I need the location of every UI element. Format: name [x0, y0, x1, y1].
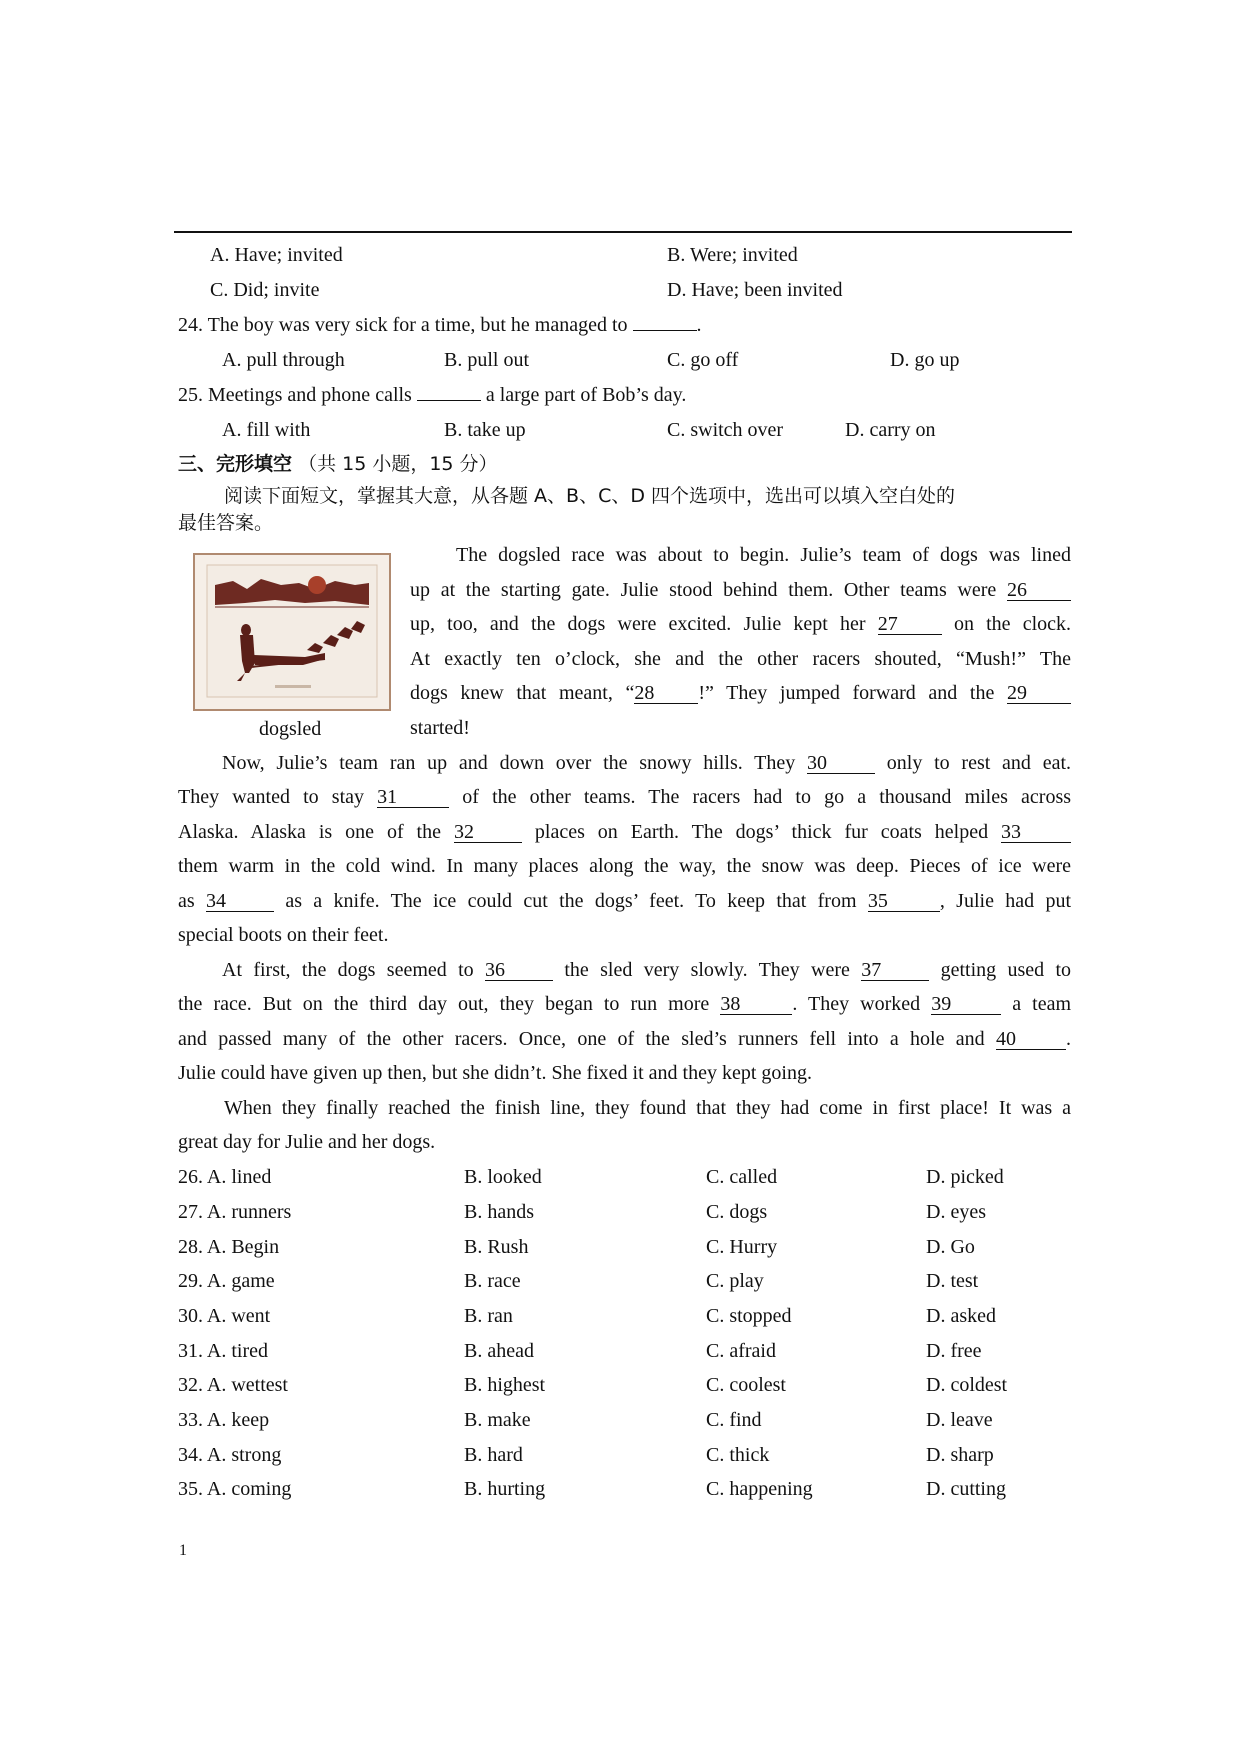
option-c: C. play [706, 1270, 764, 1292]
passage-line: up at the starting gate. Julie stood behind them. Other teams were 26 [410, 578, 1071, 602]
blank-37: 37 [861, 960, 929, 981]
option-c: C. find [706, 1409, 762, 1431]
q25-option-c: C. switch over [667, 419, 784, 441]
q23-option-c: C. Did; invite [210, 279, 320, 301]
passage-line: up, too, and the dogs were excited. Julie kept her 27 on the clock. [410, 613, 1072, 635]
passage-line: Julie could have given up then, but she didn’t. She fixed it and they kept going. [178, 1062, 812, 1084]
option-a: 32. A. wettest [178, 1374, 288, 1396]
dogsled-illustration [193, 553, 391, 711]
blank-33: 33 [1001, 822, 1071, 843]
option-a: 34. A. strong [178, 1444, 282, 1466]
passage-line: them warm in the cold wind. In many places along the way, the snow was deep. Pieces of ice were [178, 855, 1071, 877]
option-c: C. happening [706, 1478, 813, 1500]
q25-option-b: B. take up [444, 419, 526, 441]
option-a: 27. A. runners [178, 1201, 292, 1223]
passage-line: and passed many of the other racers. Once, one of the sled’s runners fell into a hole and 40 . [178, 1028, 1071, 1050]
option-a: 26. A. lined [178, 1166, 272, 1188]
q25-option-a: A. fill with [222, 419, 311, 441]
blank-40: 40 [996, 1029, 1066, 1050]
option-a: 28. A. Begin [178, 1236, 280, 1258]
blank-29: 29 [1007, 683, 1071, 704]
option-a: 35. A. coming [178, 1478, 292, 1500]
page-number: 1 [179, 1542, 187, 1559]
header-rule [174, 231, 1072, 233]
option-b: B. ran [464, 1305, 513, 1327]
passage-line: At exactly ten o’clock, she and the other racers shouted, “Mush!” The [410, 648, 1071, 670]
option-b: B. highest [464, 1374, 546, 1396]
option-d: D. sharp [926, 1444, 994, 1466]
blank-35: 35 [868, 891, 940, 912]
passage-line: The dogsled race was about to begin. Julie’s team of dogs was lined [456, 544, 1071, 566]
blank-28: 28 [634, 683, 698, 704]
passage-line: When they finally reached the finish line, they found that they had come in first place! It was a [224, 1097, 1071, 1119]
option-c: C. afraid [706, 1340, 776, 1362]
option-a: 31. A. tired [178, 1340, 268, 1362]
option-b: B. ahead [464, 1340, 534, 1362]
blank-39: 39 [931, 994, 1001, 1015]
passage-line: the race. But on the third day out, they began to run more 38 . They worked 39 a team [178, 993, 1072, 1015]
dogsled-picture [195, 555, 389, 709]
blank-38: 38 [720, 994, 792, 1015]
option-c: C. called [706, 1166, 778, 1188]
option-b: B. race [464, 1270, 521, 1292]
option-b: B. hard [464, 1444, 523, 1466]
option-d: D. Go [926, 1236, 975, 1258]
q24-option-c: C. go off [667, 349, 739, 371]
passage-line: Alaska. Alaska is one of the 32 places on Earth. The dogs’ thick fur coats helped 33 [178, 820, 1071, 844]
passage-line: They wanted to stay 31 of the other teams. The racers had to go a thousand miles across [178, 786, 1072, 808]
blank-36: 36 [485, 960, 553, 981]
q24-option-b: B. pull out [444, 349, 530, 371]
blank-34: 34 [206, 891, 274, 912]
option-a: 29. A. game [178, 1270, 275, 1292]
option-b: B. hands [464, 1201, 534, 1223]
q24-option-d: D. go up [890, 349, 960, 371]
answer-blank [633, 330, 697, 331]
section-heading: 三、完形填空 （共 15 小题，15 分） [178, 453, 498, 475]
option-a: 30. A. went [178, 1305, 271, 1327]
option-c: C. stopped [706, 1305, 792, 1327]
figure-caption: dogsled [259, 718, 322, 740]
option-d: D. asked [926, 1305, 996, 1327]
option-c: C. Hurry [706, 1236, 778, 1258]
passage-line: At first, the dogs seemed to 36 the sled very slowly. They were 37 getting used to [222, 959, 1072, 981]
blank-26: 26 [1007, 580, 1071, 601]
option-a: 33. A. keep [178, 1409, 270, 1431]
q23-option-a: A. Have; invited [210, 244, 343, 266]
passage-line: Now, Julie’s team ran up and down over the snowy hills. They 30 only to rest and eat. [222, 752, 1072, 774]
option-d: D. leave [926, 1409, 993, 1431]
option-c: C. coolest [706, 1374, 786, 1396]
option-b: B. make [464, 1409, 531, 1431]
option-c: C. thick [706, 1444, 770, 1466]
option-c: C. dogs [706, 1201, 768, 1223]
option-d: D. free [926, 1340, 982, 1362]
q23-option-d: D. Have; been invited [667, 279, 843, 301]
option-d: D. cutting [926, 1478, 1006, 1500]
passage-line: special boots on their feet. [178, 924, 389, 946]
blank-30: 30 [807, 753, 875, 774]
option-d: D. test [926, 1270, 979, 1292]
passage-line: started! [410, 717, 470, 739]
option-d: D. eyes [926, 1201, 986, 1223]
option-b: B. looked [464, 1166, 542, 1188]
blank-27: 27 [878, 614, 942, 635]
q23-option-b: B. Were; invited [667, 244, 798, 266]
q24-option-a: A. pull through [222, 349, 345, 371]
section-instruction-line1: 阅读下面短文，掌握其大意，从各题 A、B、C、D 四个选项中，选出可以填入空白处的 [224, 485, 956, 507]
option-b: B. hurting [464, 1478, 546, 1500]
passage-line: great day for Julie and her dogs. [178, 1131, 436, 1153]
option-d: D. coldest [926, 1374, 1008, 1396]
answer-blank [417, 400, 481, 401]
blank-31: 31 [377, 787, 449, 808]
passage-line: as 34 as a knife. The ice could cut the dogs’ feet. To keep that from 35 , Julie had put [178, 890, 1072, 912]
q24-stem: 24. The boy was very sick for a time, but he managed to . [178, 314, 702, 336]
q25-stem: 25. Meetings and phone calls a large part of Bob’s day. [178, 384, 687, 406]
blank-32: 32 [454, 822, 522, 843]
option-b: B. Rush [464, 1236, 529, 1258]
q25-option-d: D. carry on [845, 419, 936, 441]
passage-line: dogs knew that meant, “28 !” They jumped forward and the 29 [410, 681, 1071, 705]
option-d: D. picked [926, 1166, 1004, 1188]
section-instruction-line2: 最佳答案。 [178, 512, 274, 534]
